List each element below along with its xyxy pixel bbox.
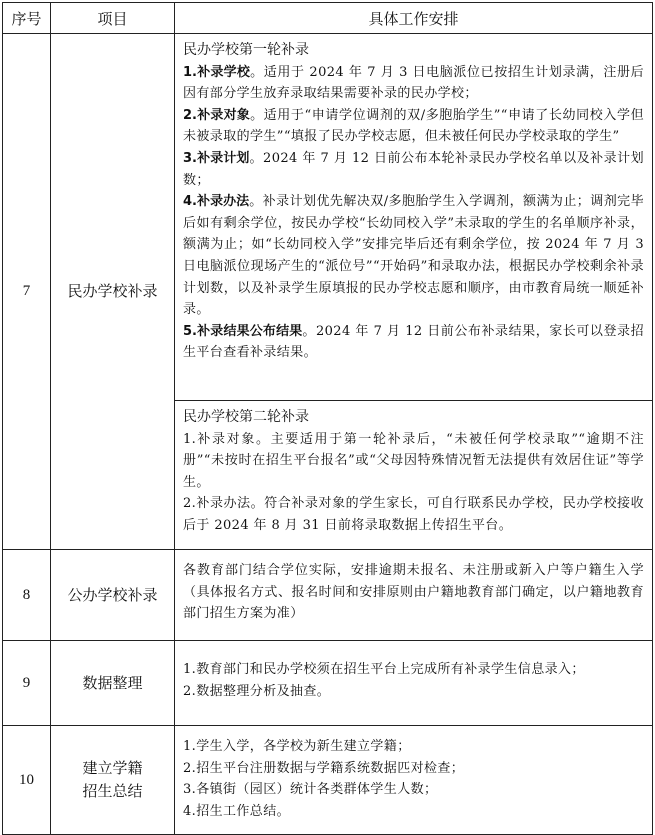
row10-number: 10 — [3, 726, 51, 835]
row9-line-1: 1.教育部门和民办学校须在招生平台上完成所有补录学生信息录入； — [183, 662, 585, 677]
row9-item: 数据整理 — [51, 641, 175, 726]
row9-number: 9 — [3, 641, 51, 726]
row10-line-2: 2.招生平台注册数据与学籍系统数据匹对检查； — [183, 760, 465, 776]
row7-round2-cell — [175, 401, 653, 550]
round1-item-5-text: 。2024 年 7 月 12 日前公布补录结果，家长可以登录招生平台查看补录结果。 — [183, 323, 644, 361]
row10-line-4: 4.招生工作总结。 — [183, 803, 291, 819]
round1-item-5-label: 5.补录结果公布结果 — [183, 323, 303, 339]
row10-item-line-1: 建立学籍 — [82, 759, 143, 777]
row9-work — [175, 641, 653, 726]
round1-item-2-text: 。适用于“申请学位调剂的双/多胞胎学生”“申请了长幼同校入学但未被录取的学生”“填报了民办学校志愿，但未被任何民办学校录取的学生” — [183, 107, 645, 145]
table-header-row — [3, 3, 653, 34]
table-row-10 — [3, 726, 653, 835]
round1-item-2 — [183, 105, 644, 148]
round1-item-1-label: 1.补录学校 — [183, 64, 251, 80]
round1-item-2-label: 2.补录对象 — [183, 107, 251, 123]
round1-title: 民办学校第一轮补录 — [183, 42, 309, 58]
round2-title: 民办学校第二轮补录 — [183, 409, 309, 425]
row7-item: 民办学校补录 — [51, 34, 175, 550]
round1-item-4-label: 4.补录办法 — [183, 194, 250, 210]
row8-work — [175, 550, 653, 641]
header-item: 项目 — [51, 3, 175, 34]
row10-line-3: 3.各镇街（园区）统计各类群体学生人数； — [183, 782, 438, 798]
row8-number: 8 — [3, 550, 51, 641]
round2-item-1: 1.补录对象。主要适用于第一轮补录后，“未被任何学校录取”“逾期不注册”“未按时在招生平台报名”或“父母因特殊情况暂无法提供有效居住证”等学生。 — [183, 431, 644, 490]
round1-item-4 — [183, 191, 644, 321]
row9-line-2: 2.数据整理分析及抽查。 — [183, 683, 331, 699]
table-row-7-round1 — [3, 34, 653, 401]
round1-item-3-text: 。2024 年 7 月 12 日前公布本轮补录民办学校名单以及补录计划数； — [183, 150, 645, 188]
row10-line-1: 1.学生入学，各学校为新生建立学籍； — [183, 739, 411, 754]
header-work: 具体工作安排 — [175, 3, 653, 34]
round1-item-1 — [183, 62, 644, 105]
row7-number: 7 — [3, 34, 51, 550]
round1-item-5 — [183, 321, 644, 364]
row8-item: 公办学校补录 — [51, 550, 175, 641]
round1-item-3 — [183, 148, 644, 191]
row7-round1-cell — [175, 34, 653, 401]
round1-item-3-label: 3.补录计划 — [183, 150, 250, 166]
round2-item-2: 2.补录办法。符合补录对象的学生家长，可自行联系民办学校，民办学校接收后于 2024 年 8 月 31 日前将录取数据上传招生平台。 — [183, 496, 644, 533]
row8-text: 各教育部门结合学位实际，安排逾期未报名、未注册或新入户等户籍生入学（具体报名方式、报名时间和安排原则由户籍地教育部门确定，以户籍地教育部门招生方案为准） — [183, 563, 644, 622]
round1-item-1-text: 。适用于 2024 年 7 月 3 日电脑派位已按招生计划录满，注册后因有部分学生放弃录取结果需要补录的民办学校； — [183, 64, 645, 102]
header-number: 序号 — [3, 3, 51, 34]
row10-item-line-2: 招生总结 — [82, 782, 143, 800]
table-row-8 — [3, 550, 653, 641]
round1-item-4-text: 。补录计划优先解决双/多胞胎学生入学调剂，额满为止；调剂完毕后如有剩余学位，按民办学校“长幼同校入学”未录取的学生的名单顺序补录，额满为止；如“长幼同校入学”安排完毕后还有剩余学位，按 2024 年 7 月 3 日电脑派位现场产生的“派位号”“开始码”和录取办法，根据民办学校剩余补录计划数，以及补录学生原填报的民办学校志愿和顺序，由市教育局统一顺延补录。 — [183, 194, 645, 318]
row10-item — [51, 726, 175, 835]
work-schedule-table — [2, 2, 653, 835]
row10-work — [175, 726, 653, 835]
table-row-9 — [3, 641, 653, 726]
